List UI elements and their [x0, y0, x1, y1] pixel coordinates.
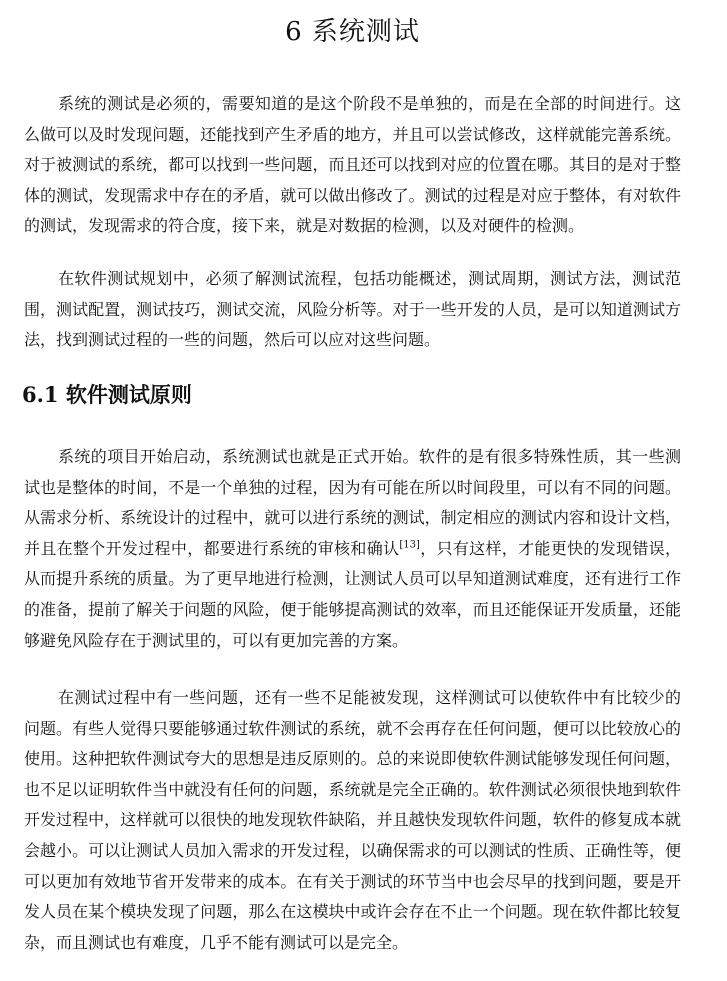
- citation-reference: [13]: [399, 539, 420, 551]
- section-paragraph-1-text-b: ，只有这样，才能更快的发现错误，从而提升系统的质量。为了更早地进行检测，让测试人员可以早知道测试难度，还有进行工作的准备，提前了解关于问题的风险，便于能够提高测试的效率，而且还能保证开发质量，还能够避免风险存在于测试里的，可以有更加完善的方案。: [24, 538, 681, 650]
- section-paragraph-1: [24, 442, 681, 656]
- intro-paragraph-1: 系统的测试是必须的，需要知道的是这个阶段不是单独的，而是在全部的时间进行。这么做可以及时发现问题，还能找到产生矛盾的地方，并且可以尝试修改，这样就能完善系统。对于被测试的系统，都可以找到一些问题，而且还可以找到对应的位置在哪。其目的是对于整体的测试，发现需求中存在的矛盾，就可以做出修改了。测试的过程是对应于整体，有对软件的测试，发现需求的符合度，接下来，就是对数据的检测，以及对硬件的检测。: [24, 94, 681, 236]
- section-paragraph-2: 在测试过程中有一些问题，还有一些不足能被发现，这样测试可以使软件中有比较少的问题。有些人觉得只要能够通过软件测试的系统，就不会再存在任何问题，便可以比较放心的使用。这种把软件测试夸大的思想是违反原则的。总的来说即使软件测试能够发现任何问题，也不足以证明软件当中就没有任何的问题，系统就是完全正确的。软件测试必须很快地到软件开发过程中，这样就可以很快的地发现软件缺陷，并且越快发现软件问题，软件的修复成本就会越小。可以让测试人员加入需求的开发过程，以确保需求的可以测试的性质、正确性等，便可以更加有效地节省开发带来的成本。在有关于测试的环节当中也会尽早的找到问题，要是开发人员在某个模块发现了问题，那么在这模块中或许会存在不止一个问题。现在软件都比较复杂，而且测试也有难度，几乎不能有测试可以是完全。: [24, 688, 681, 952]
- chapter-title: 6 系统测试: [285, 17, 420, 47]
- intro-paragraph-2: 在软件测试规划中，必须了解测试流程，包括功能概述，测试周期，测试方法，测试范围，测试配置，测试技巧，测试交流，风险分析等。对于一些开发的人员，是可以知道测试方法，找到测试过程的一些的问题，然后可以应对这些问题。: [24, 269, 681, 350]
- section-paragraph-1-text-a: 系统的项目开始启动，系统测试也就是正式开始。软件的是有很多特殊性质，其一些测试也是整体的时间，不是一个单独的过程，因为有可能在所以时间段里，可以有不同的问题。从需求分析、系统设计的过程中，就可以进行系统的测试，制定相应的测试内容和设计文档，并且在整个开发过程中，都要进行系统的审核和确认: [24, 447, 681, 558]
- section-heading: 6.1 软件测试原则: [22, 382, 192, 407]
